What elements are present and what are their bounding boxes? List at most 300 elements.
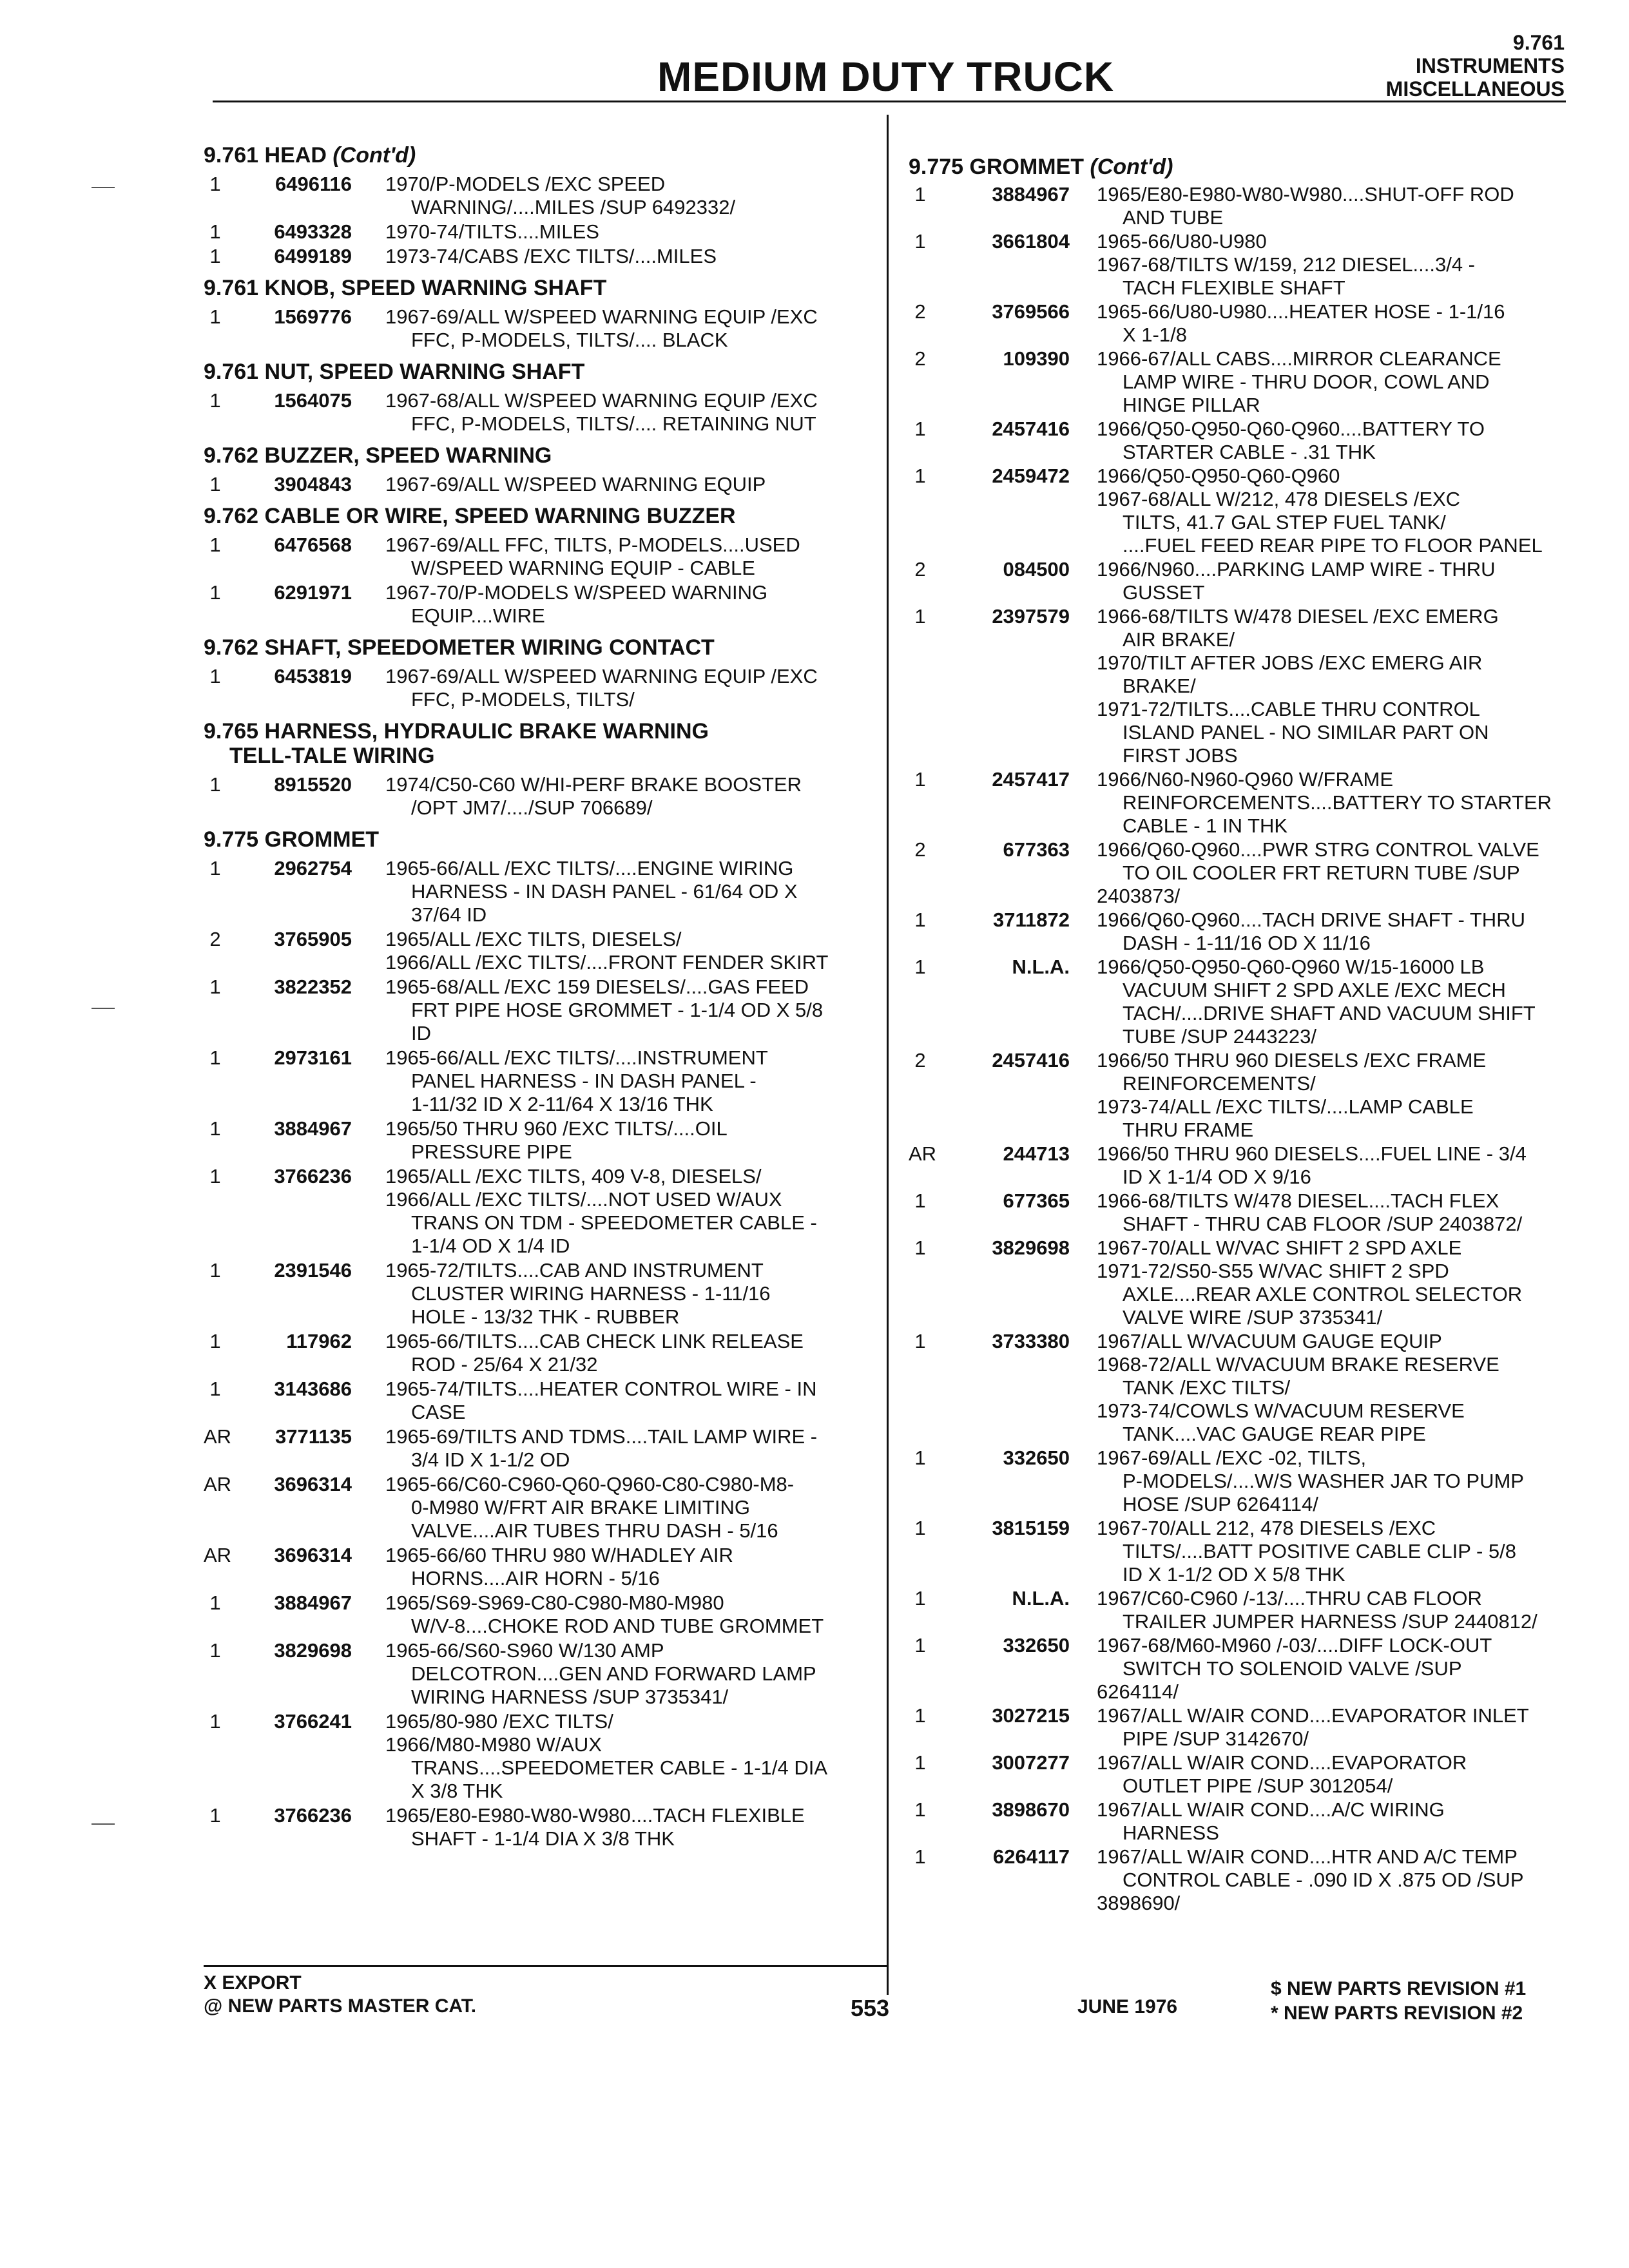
part-description	[385, 1378, 874, 1424]
part-number: 3884967	[274, 1591, 352, 1614]
part-row	[204, 857, 874, 927]
quantity: 1	[914, 1446, 926, 1469]
description-line: 1970-74/TILTS....MILES	[385, 220, 599, 243]
margin-tick-mark	[92, 1008, 115, 1009]
part-row	[204, 533, 874, 580]
description-line: 1967/ALL W/AIR COND....HTR AND A/C TEMP	[1097, 1845, 1518, 1868]
description-line: HOSE /SUP 6264114/	[1123, 1493, 1318, 1515]
description-line: HARNESS - IN DASH PANEL - 61/64 OD X	[411, 880, 798, 903]
part-description	[1097, 1845, 1579, 1915]
quantity: 1	[914, 230, 926, 253]
part-description	[1097, 1587, 1579, 1633]
description-line: 1967-70/ALL 212, 478 DIESELS /EXC	[1097, 1517, 1436, 1539]
part-description	[385, 1425, 874, 1472]
description-line: 1965-74/TILTS....HEATER CONTROL WIRE - IN	[385, 1378, 817, 1400]
description-line: 1970/P-MODELS /EXC SPEED	[385, 173, 666, 195]
description-line: CASE	[411, 1401, 466, 1423]
description-line: FFC, P-MODELS, TILTS/.... BLACK	[411, 329, 728, 351]
part-description	[1097, 230, 1579, 300]
description-line: 1966-67/ALL CABS....MIRROR CLEARANCE	[1097, 347, 1501, 370]
part-row	[204, 1544, 874, 1590]
section-heading	[909, 155, 1579, 179]
description-line: 1965/S69-S969-C80-C980-M80-M980	[385, 1591, 724, 1614]
part-description	[385, 1804, 874, 1850]
description-line: 1965-69/TILTS AND TDMS....TAIL LAMP WIRE -	[385, 1425, 818, 1448]
part-number: 3696314	[274, 1473, 352, 1495]
part-description	[1097, 1751, 1579, 1798]
quantity: 1	[209, 173, 221, 195]
part-number: 3898670	[992, 1798, 1070, 1821]
part-description	[385, 1591, 874, 1638]
part-number: 3829698	[992, 1236, 1070, 1259]
section-heading-text: 9.761 HEAD	[204, 143, 327, 168]
description-line: REINFORCEMENTS/	[1123, 1072, 1316, 1095]
part-number: 6453819	[274, 665, 352, 687]
part-description	[1097, 1798, 1579, 1845]
section-heading-text: 9.775 GROMMET	[909, 155, 1084, 179]
part-description	[1097, 908, 1579, 955]
part-description	[385, 857, 874, 927]
part-number: 3711872	[993, 908, 1070, 931]
description-line: FFC, P-MODELS, TILTS/.... RETAINING NUT	[411, 412, 816, 435]
part-row	[909, 1798, 1579, 1845]
section-reference	[1386, 31, 1565, 101]
description-line: 1974/C50-C60 W/HI-PERF BRAKE BOOSTER	[385, 773, 802, 796]
part-row	[204, 1425, 874, 1472]
description-line: 1966/N60-N960-Q960 W/FRAME	[1097, 768, 1394, 791]
part-row	[909, 418, 1579, 464]
part-description	[1097, 1634, 1579, 1704]
part-description	[385, 975, 874, 1045]
part-row	[204, 1378, 874, 1424]
part-row	[909, 1634, 1579, 1704]
quantity: 1	[914, 605, 926, 628]
description-line: SWITCH TO SOLENOID VALVE /SUP	[1123, 1657, 1462, 1680]
quantity: 1	[914, 908, 926, 931]
part-row	[204, 1473, 874, 1542]
description-line: AXLE....REAR AXLE CONTROL SELECTOR	[1123, 1283, 1523, 1305]
description-line: TRANS ON TDM - SPEEDOMETER CABLE -	[411, 1211, 817, 1234]
part-number: 244713	[1003, 1142, 1070, 1165]
part-number: 109390	[1003, 347, 1070, 370]
part-number: 2973161	[274, 1046, 352, 1069]
description-line: 1971-72/S50-S55 W/VAC SHIFT 2 SPD	[1097, 1260, 1449, 1282]
part-number: 3696314	[274, 1544, 352, 1566]
description-line: X 3/8 THK	[411, 1780, 503, 1802]
description-line: 1967/C60-C960 /-13/....THRU CAB FLOOR	[1097, 1587, 1482, 1610]
description-line: 1966-68/TILTS W/478 DIESEL /EXC EMERG	[1097, 605, 1499, 628]
quantity: 1	[209, 1804, 221, 1827]
part-row	[204, 1804, 874, 1850]
part-row	[204, 389, 874, 436]
part-row	[909, 838, 1579, 908]
description-line: BRAKE/	[1123, 675, 1196, 697]
part-number: 3007277	[992, 1751, 1070, 1774]
part-number: 332650	[1003, 1446, 1070, 1469]
description-line: 1967/ALL W/VACUUM GAUGE EQUIP	[1097, 1330, 1442, 1352]
section-heading	[204, 719, 874, 768]
description-line: 1967-69/ALL /EXC -02, TILTS,	[1097, 1446, 1367, 1469]
section-heading	[204, 276, 874, 300]
part-number: 2397579	[992, 605, 1070, 628]
part-row	[909, 1587, 1579, 1633]
part-number: 3884967	[274, 1117, 352, 1140]
description-line: 6264114/	[1097, 1680, 1179, 1703]
quantity: 1	[914, 1704, 926, 1727]
description-line: TUBE /SUP 2443223/	[1123, 1025, 1316, 1048]
description-line: ISLAND PANEL - NO SIMILAR PART ON	[1123, 721, 1489, 744]
section-heading	[204, 360, 874, 384]
description-line: 1966/ALL /EXC TILTS/....NOT USED W/AUX	[385, 1188, 782, 1211]
quantity: 2	[914, 838, 926, 861]
continued-marker: (Cont'd)	[333, 143, 416, 168]
description-line: 1967-69/ALL W/SPEED WARNING EQUIP /EXC	[385, 305, 818, 328]
part-number: N.L.A.	[1012, 1587, 1070, 1610]
description-line: TANK....VAC GAUGE REAR PIPE	[1123, 1423, 1426, 1445]
description-line: 1971-72/TILTS....CABLE THRU CONTROL	[1097, 698, 1480, 720]
description-line: 1967/ALL W/AIR COND....EVAPORATOR INLET	[1097, 1704, 1529, 1727]
part-row	[909, 465, 1579, 557]
description-line: 1966-68/TILTS W/478 DIESEL....TACH FLEX	[1097, 1189, 1499, 1212]
quantity: 2	[914, 558, 926, 581]
quantity: 1	[209, 305, 221, 328]
part-number: 2457416	[992, 1049, 1070, 1072]
part-number: 084500	[1003, 558, 1070, 581]
quantity: 1	[914, 1189, 926, 1212]
quantity: 1	[209, 581, 221, 604]
description-line: 1965-66/U80-U980....HEATER HOSE - 1-1/16	[1097, 300, 1505, 323]
description-line: 1965/E80-E980-W80-W980....TACH FLEXIBLE	[385, 1804, 805, 1827]
part-description	[385, 1046, 874, 1116]
margin-tick-mark	[92, 187, 115, 188]
description-line: 3898690/	[1097, 1892, 1181, 1914]
part-description	[385, 581, 874, 628]
part-description	[385, 1330, 874, 1376]
section-heading	[204, 504, 874, 528]
part-row	[204, 1639, 874, 1709]
description-line: VALVE....AIR TUBES THRU DASH - 5/16	[411, 1519, 778, 1542]
part-number: 332650	[1003, 1634, 1070, 1657]
quantity: AR	[204, 1473, 232, 1495]
part-row	[204, 665, 874, 711]
part-row	[909, 1236, 1579, 1329]
quantity: 1	[209, 773, 221, 796]
part-row	[909, 1751, 1579, 1798]
part-number: 3829698	[274, 1639, 352, 1662]
description-line: 1973-74/COWLS W/VACUUM RESERVE	[1097, 1399, 1465, 1422]
quantity: 1	[209, 1710, 221, 1733]
part-number: 3733380	[992, 1330, 1070, 1352]
section-heading-text: 9.765 HARNESS, HYDRAULIC BRAKE WARNING	[204, 719, 709, 744]
legend-export: X EXPORT	[204, 1972, 302, 1994]
description-line: 1965-68/ALL /EXC 159 DIESELS/....GAS FEED	[385, 975, 809, 998]
section-heading	[204, 827, 874, 852]
description-line: VACUUM SHIFT 2 SPD AXLE /EXC MECH	[1123, 979, 1506, 1001]
description-line: 1967-68/ALL W/SPEED WARNING EQUIP /EXC	[385, 389, 818, 412]
quantity: 1	[209, 1330, 221, 1352]
quantity: AR	[204, 1544, 232, 1566]
description-line: WIRING HARNESS /SUP 3735341/	[411, 1686, 729, 1708]
part-description	[385, 173, 874, 219]
part-row	[204, 1046, 874, 1116]
part-number: 3771135	[275, 1425, 352, 1448]
part-description	[385, 473, 874, 496]
part-row	[909, 347, 1579, 417]
part-description	[385, 1165, 874, 1258]
description-line: VALVE WIRE /SUP 3735341/	[1123, 1306, 1383, 1329]
section-heading-text: 9.761 NUT, SPEED WARNING SHAFT	[204, 360, 585, 384]
quantity: 1	[209, 1117, 221, 1140]
part-description	[385, 1473, 874, 1542]
description-line: 1966/Q60-Q960....PWR STRG CONTROL VALVE	[1097, 838, 1539, 861]
quantity: 1	[209, 1378, 221, 1400]
part-description	[1097, 418, 1579, 464]
part-description	[1097, 1189, 1579, 1236]
part-description	[1097, 1236, 1579, 1329]
left-column	[204, 143, 874, 1852]
description-line: 1965-66/ALL /EXC TILTS/....INSTRUMENT	[385, 1046, 768, 1069]
footer-legend-left	[204, 1972, 476, 2018]
part-row	[204, 1259, 874, 1329]
part-number: 6291971	[274, 581, 352, 604]
description-line: CLUSTER WIRING HARNESS - 1-11/16	[411, 1282, 771, 1305]
part-number: 6499189	[274, 245, 352, 267]
description-line: ID X 1-1/4 OD X 9/16	[1123, 1166, 1311, 1188]
part-row	[204, 975, 874, 1045]
description-line: 1966/M80-M980 W/AUX	[385, 1733, 602, 1756]
description-line: 1965/ALL /EXC TILTS, 409 V-8, DIESELS/	[385, 1165, 762, 1187]
part-description	[385, 305, 874, 352]
section-heading	[204, 443, 874, 468]
part-row	[204, 773, 874, 820]
part-description	[385, 773, 874, 820]
part-number: 3143686	[274, 1378, 352, 1400]
part-row	[204, 1591, 874, 1638]
description-line: DASH - 1-11/16 OD X 11/16	[1123, 932, 1371, 954]
description-line: 1967-69/ALL W/SPEED WARNING EQUIP /EXC	[385, 665, 818, 687]
description-line: CABLE - 1 IN THK	[1123, 814, 1288, 837]
quantity: 2	[914, 300, 926, 323]
part-description	[1097, 956, 1579, 1048]
description-line: 1965/50 THRU 960 /EXC TILTS/....OIL	[385, 1117, 728, 1140]
description-line: SHAFT - 1-1/4 DIA X 3/8 THK	[411, 1827, 675, 1850]
part-row	[909, 1845, 1579, 1915]
description-line: AND TUBE	[1123, 206, 1224, 229]
quantity: 1	[209, 1639, 221, 1662]
quantity: 1	[209, 533, 221, 556]
description-line: HARNESS	[1123, 1821, 1219, 1844]
quantity: 1	[914, 1330, 926, 1352]
part-row	[909, 768, 1579, 838]
quantity: 1	[209, 245, 221, 267]
description-line: CONTROL CABLE - .090 ID X .875 OD /SUP	[1123, 1869, 1524, 1891]
legend-revision-1: $ NEW PARTS REVISION #1	[1271, 1978, 1527, 1999]
description-line: 1967/ALL W/AIR COND....A/C WIRING	[1097, 1798, 1445, 1821]
description-line: SHAFT - THRU CAB FLOOR /SUP 2403872/	[1123, 1213, 1523, 1235]
quantity: 1	[209, 665, 221, 687]
part-row	[909, 908, 1579, 955]
column-divider	[887, 115, 889, 1995]
quantity: 1	[914, 1517, 926, 1539]
description-line: STARTER CABLE - .31 THK	[1123, 441, 1376, 463]
section-heading-text: 9.775 GROMMET	[204, 827, 380, 852]
description-line: TILTS, 41.7 GAL STEP FUEL TANK/	[1123, 511, 1446, 533]
margin-tick-mark	[92, 1823, 115, 1825]
quantity: 1	[209, 1165, 221, 1187]
part-description	[1097, 347, 1579, 417]
section-heading	[204, 635, 874, 660]
quantity: 2	[914, 1049, 926, 1072]
part-number: 3766236	[274, 1804, 352, 1827]
part-row	[204, 1330, 874, 1376]
quantity: 1	[914, 183, 926, 206]
description-line: 1966/ALL /EXC TILTS/....FRONT FENDER SKIRT	[385, 951, 829, 974]
part-row	[909, 1330, 1579, 1446]
quantity: 1	[914, 418, 926, 440]
description-line: ROD - 25/64 X 21/32	[411, 1353, 598, 1376]
part-number: 8915520	[274, 773, 352, 796]
quantity: 1	[914, 1845, 926, 1868]
quantity: 1	[209, 473, 221, 495]
description-line: 1967-68/TILTS W/159, 212 DIESEL....3/4 -	[1097, 253, 1476, 276]
quantity: 1	[209, 1259, 221, 1282]
description-line: 1968-72/ALL W/VACUUM BRAKE RESERVE	[1097, 1353, 1499, 1376]
part-number: 2459472	[992, 465, 1070, 487]
description-line: ....FUEL FEED REAR PIPE TO FLOOR PANEL	[1123, 534, 1543, 557]
part-row	[909, 956, 1579, 1048]
part-number: 6264117	[993, 1845, 1070, 1868]
header-rule	[213, 101, 1566, 102]
description-line: 1966/Q60-Q960....TACH DRIVE SHAFT - THRU	[1097, 908, 1525, 931]
part-row	[204, 245, 874, 268]
description-line: 1966/Q50-Q950-Q60-Q960 W/15-16000 LB	[1097, 956, 1485, 978]
part-row	[909, 1446, 1579, 1516]
description-line: 1-1/4 OD X 1/4 ID	[411, 1235, 570, 1257]
description-line: 1-11/32 ID X 2-11/64 X 13/16 THK	[411, 1093, 713, 1115]
description-line: TANK /EXC TILTS/	[1123, 1376, 1291, 1399]
description-line: 1967-70/ALL W/VAC SHIFT 2 SPD AXLE	[1097, 1236, 1462, 1259]
description-line: 1967-69/ALL FFC, TILTS, P-MODELS....USED	[385, 533, 800, 556]
description-line: AIR BRAKE/	[1123, 628, 1235, 651]
description-line: WARNING/....MILES /SUP 6492332/	[411, 196, 736, 218]
part-number: 3765905	[274, 928, 352, 950]
part-description	[385, 220, 874, 244]
part-description	[385, 245, 874, 268]
description-line: 37/64 ID	[411, 903, 487, 926]
quantity: AR	[204, 1425, 232, 1448]
footer-legend-right	[1271, 1977, 1526, 2026]
part-row	[204, 1165, 874, 1258]
section-heading	[204, 143, 874, 168]
part-description	[1097, 1446, 1579, 1516]
part-row	[204, 173, 874, 219]
legend-revision-2: * NEW PARTS REVISION #2	[1271, 2003, 1523, 2024]
quantity: 1	[209, 975, 221, 998]
description-line: OUTLET PIPE /SUP 3012054/	[1123, 1774, 1393, 1797]
description-line: PIPE /SUP 3142670/	[1123, 1727, 1309, 1750]
part-number: 3766241	[274, 1710, 352, 1733]
description-line: PANEL HARNESS - IN DASH PANEL -	[411, 1070, 757, 1092]
part-description	[1097, 768, 1579, 838]
part-description	[1097, 558, 1579, 604]
part-description	[1097, 605, 1579, 767]
footer-date: JUNE 1976	[1077, 1996, 1178, 2017]
description-line: 0-M980 W/FRT AIR BRAKE LIMITING	[411, 1496, 750, 1519]
quantity: 1	[914, 1236, 926, 1259]
part-description	[385, 1710, 874, 1803]
part-description	[1097, 465, 1579, 557]
part-row	[909, 605, 1579, 767]
quantity: 1	[209, 389, 221, 412]
description-line: 1966/50 THRU 960 DIESELS....FUEL LINE - 3/4	[1097, 1142, 1527, 1165]
part-description	[385, 533, 874, 580]
description-line: 1966/Q50-Q950-Q60-Q960....BATTERY TO	[1097, 418, 1485, 440]
part-description	[1097, 1330, 1579, 1446]
description-line: LAMP WIRE - THRU DOOR, COWL AND	[1123, 370, 1490, 393]
description-line: 1965-66/C60-C960-Q60-Q960-C80-C980-M8-	[385, 1473, 795, 1495]
description-line: ID	[411, 1022, 431, 1044]
description-line: 1965/80-980 /EXC TILTS/	[385, 1710, 613, 1733]
part-number: 2457416	[992, 418, 1070, 440]
description-line: EQUIP....WIRE	[411, 604, 545, 627]
quantity: AR	[909, 1142, 937, 1165]
description-line: 1967/ALL W/AIR COND....EVAPORATOR	[1097, 1751, 1467, 1774]
part-number: 677363	[1003, 838, 1070, 861]
part-row	[909, 1049, 1579, 1142]
description-line: TILTS/....BATT POSITIVE CABLE CLIP - 5/8	[1123, 1540, 1517, 1562]
description-line: 1965-72/TILTS....CAB AND INSTRUMENT	[385, 1259, 764, 1282]
part-row	[909, 300, 1579, 347]
part-number: 6476568	[274, 533, 352, 556]
description-line: X 1-1/8	[1123, 323, 1187, 346]
quantity: 2	[209, 928, 221, 950]
part-number: 3027215	[992, 1704, 1070, 1727]
part-description	[1097, 1704, 1579, 1751]
part-description	[385, 389, 874, 436]
description-line: TO OIL COOLER FRT RETURN TUBE /SUP	[1123, 861, 1520, 884]
part-row	[204, 473, 874, 496]
part-number: 1564075	[274, 389, 352, 412]
description-line: 1973-74/CABS /EXC TILTS/....MILES	[385, 245, 717, 267]
part-row	[204, 220, 874, 244]
description-line: 3/4 ID X 1-1/2 OD	[411, 1448, 570, 1471]
description-line: 1970/TILT AFTER JOBS /EXC EMERG AIR	[1097, 651, 1483, 674]
description-line: 1967-70/P-MODELS W/SPEED WARNING	[385, 581, 768, 604]
description-line: W/V-8....CHOKE ROD AND TUBE GROMMET	[411, 1615, 824, 1637]
description-line: ID X 1-1/2 OD X 5/8 THK	[1123, 1563, 1345, 1586]
quantity: 1	[209, 220, 221, 243]
part-description	[1097, 1049, 1579, 1142]
description-line: 1965-66/TILTS....CAB CHECK LINK RELEASE	[385, 1330, 804, 1352]
part-number: 2962754	[274, 857, 352, 879]
description-line: 1966/50 THRU 960 DIESELS /EXC FRAME	[1097, 1049, 1487, 1072]
part-number: 6493328	[274, 220, 352, 243]
part-description	[385, 1639, 874, 1709]
part-row	[909, 183, 1579, 229]
description-line: 1965/E80-E980-W80-W980....SHUT-OFF ROD	[1097, 183, 1514, 206]
part-description	[385, 1259, 874, 1329]
quantity: 1	[914, 1634, 926, 1657]
part-number: 2391546	[274, 1259, 352, 1282]
part-number: 3884967	[992, 183, 1070, 206]
legend-master-catalog: @ NEW PARTS MASTER CAT.	[204, 1995, 477, 2017]
part-row	[909, 1704, 1579, 1751]
quantity: 1	[914, 768, 926, 791]
description-line: HINGE PILLAR	[1123, 394, 1260, 416]
section-heading-text: 9.762 CABLE OR WIRE, SPEED WARNING BUZZER	[204, 504, 736, 528]
quantity: 1	[914, 1751, 926, 1774]
description-line: PRESSURE PIPE	[411, 1140, 572, 1163]
